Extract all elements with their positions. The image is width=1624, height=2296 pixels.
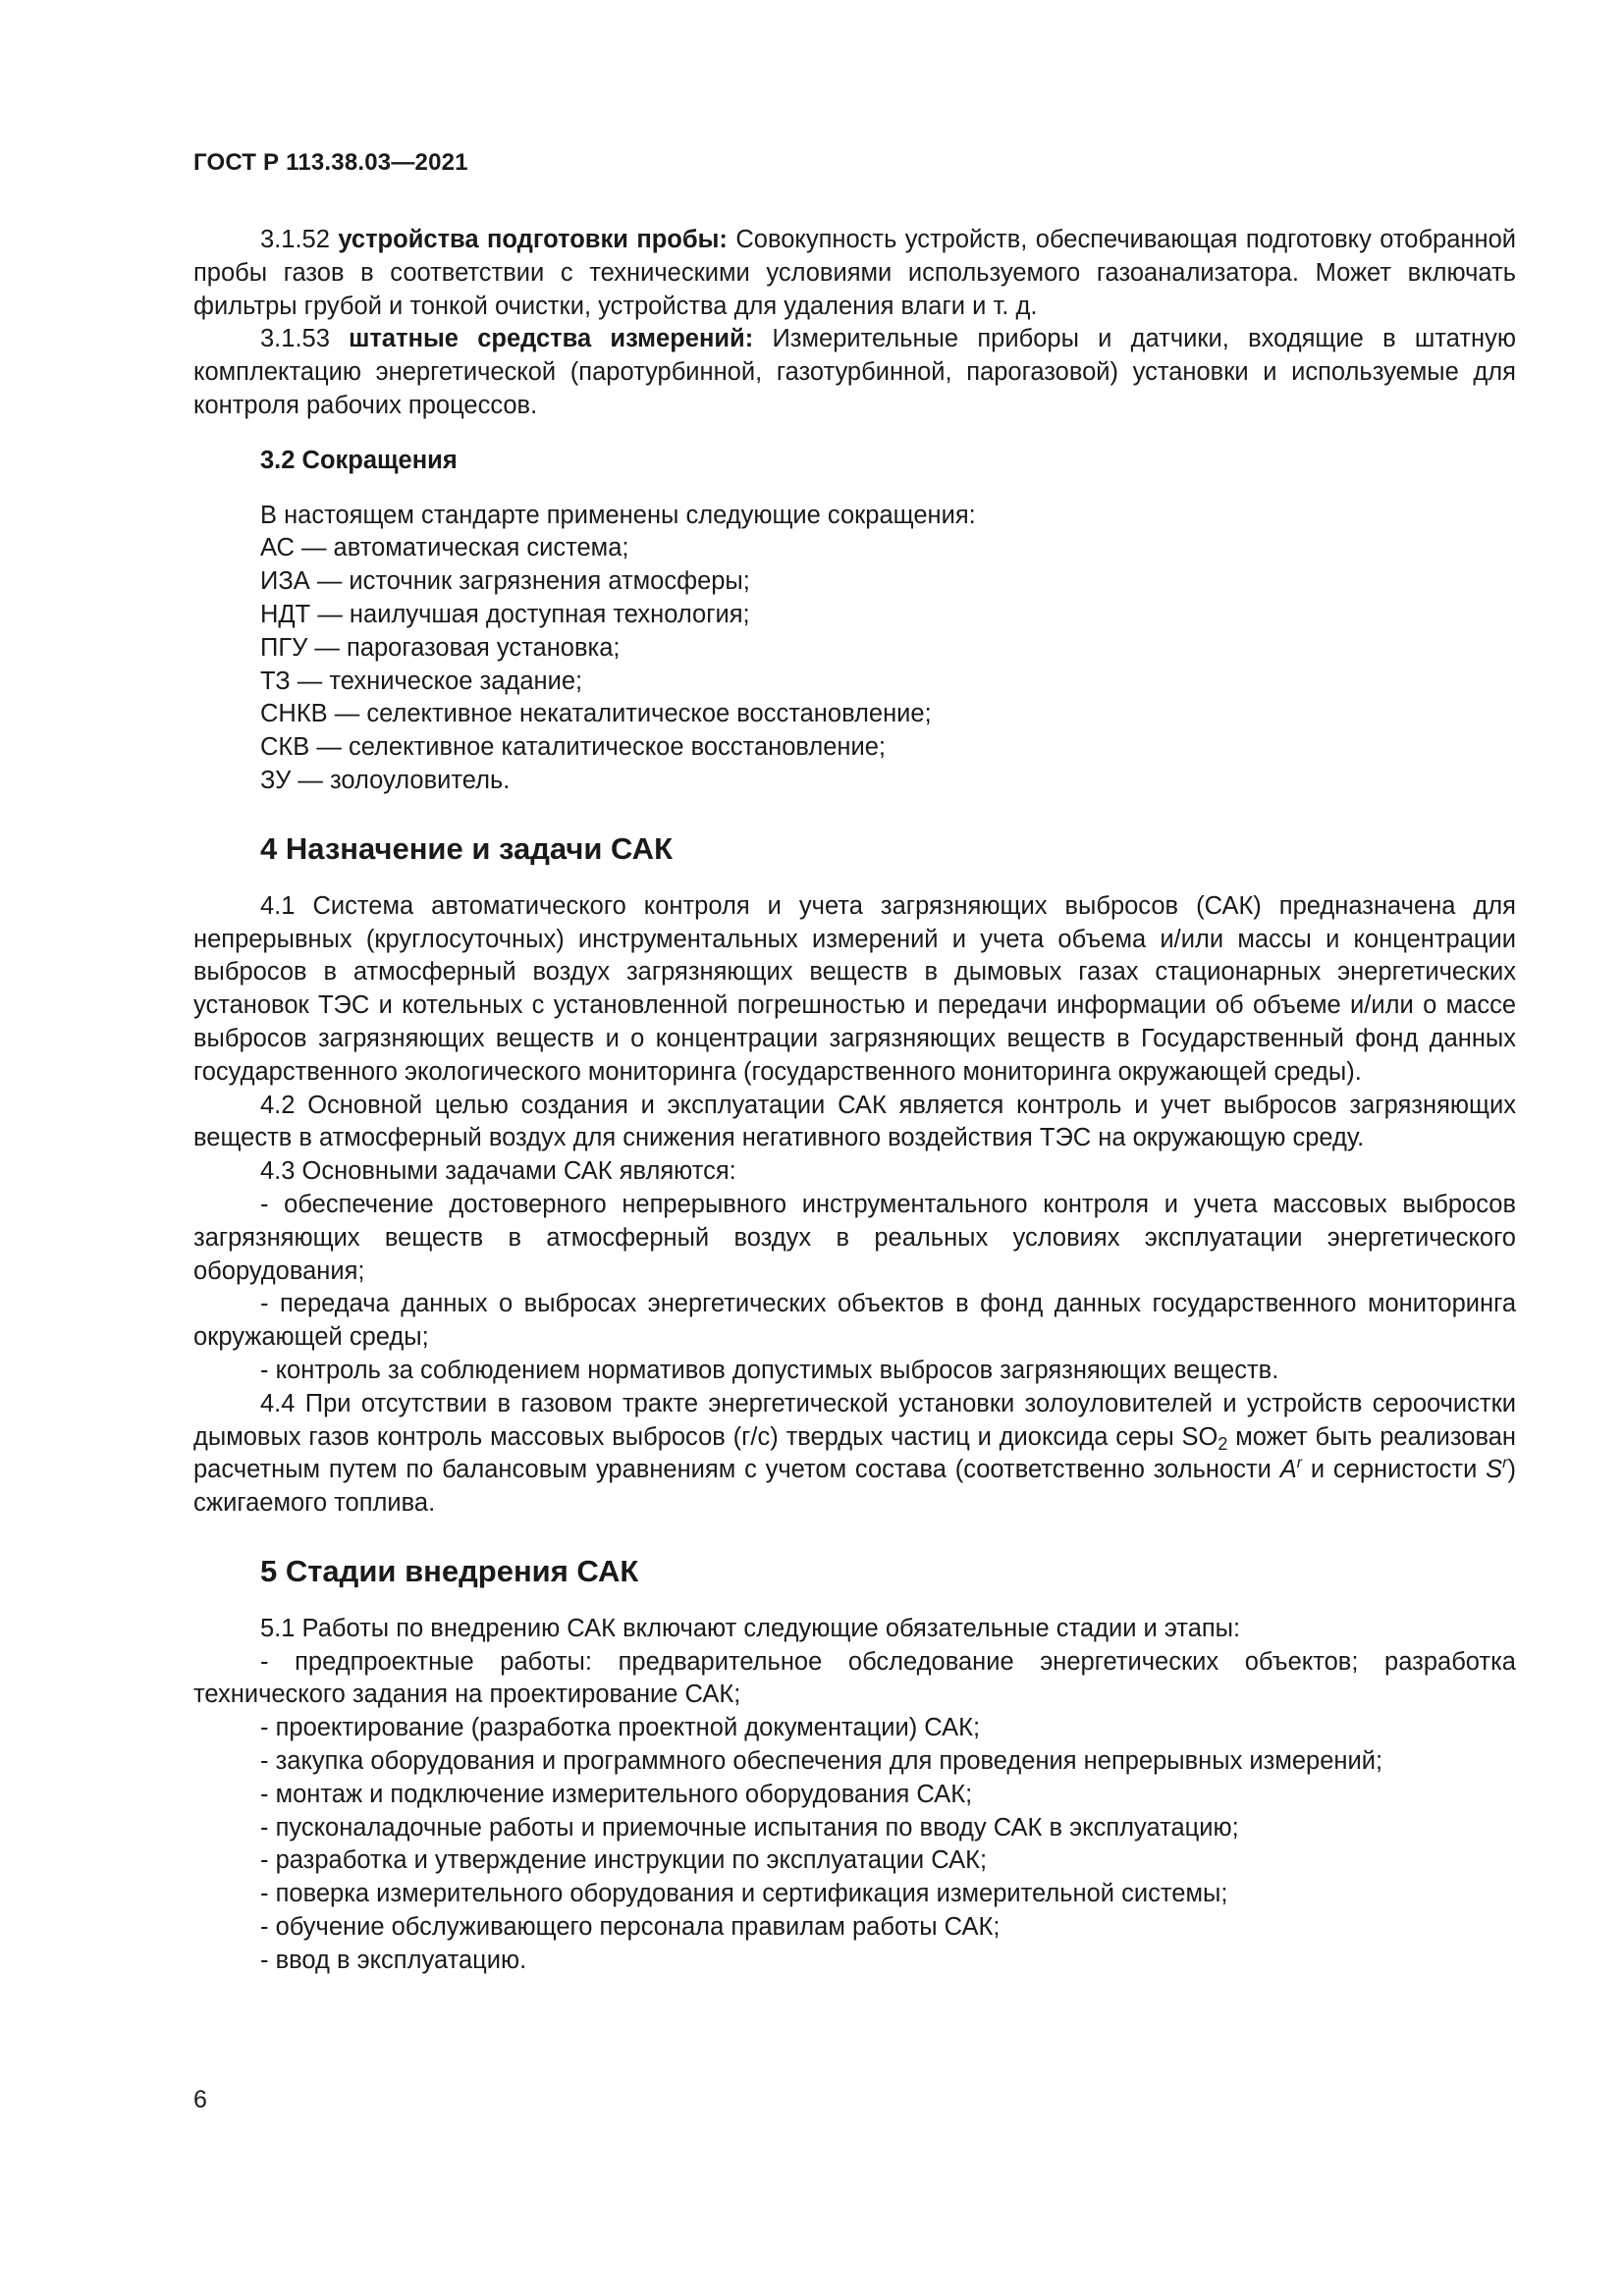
definition-term: устройства подготовки пробы: <box>338 226 728 253</box>
definition-number: 3.1.53 <box>260 325 330 353</box>
list-item: - пусконаладочные работы и приемочные испытания по вводу САК в эксплуатацию; <box>260 1813 1239 1842</box>
definition-3-1-53 <box>193 323 1516 422</box>
list-item: - закупка оборудования и программного обеспечения для проведения непрерывных измерений; <box>260 1747 1383 1776</box>
abbreviation-list <box>193 500 1516 798</box>
paragraph-4-2: 4.2 Основной целью создания и эксплуатации САК является контроль и учет выбросов загрязняющих веществ в атмосферный воздух для снижения негативного воздействия ТЭС на окружающую среду. <box>193 1091 1516 1152</box>
list-item: - обучение обслуживающего персонала правилам работы САК; <box>260 1913 1001 1942</box>
definition-term: штатные средства измерений: <box>349 325 754 353</box>
list-item: - контроль за соблюдением нормативов допустимых выбросов загрязняющих веществ. <box>260 1356 1279 1384</box>
list-item: - предпроектные работы: предварительное обследование энергетических объектов; разработка технического задания на проектирование САК; <box>193 1647 1516 1709</box>
paragraph-4-1: 4.1 Система автоматического контроля и учета загрязняющих выбросов (САК) предназначена для непрерывных (круглосуточных) инструментальных измерений и учета объема и/или массы и концентрации выбросов в атмосферный воздух загрязняющих веществ в дымовых газах стационарных энергетических установок ТЭС и котельных с установленной погрешностью и передачи информации об объеме и/или о массе выбросов загрязняющих веществ и о концентрации загрязняющих веществ в Государственный фонд данных государственного экологического мониторинга (государственного мониторинга окружающей среды). <box>193 891 1516 1086</box>
list-item: СНКВ — селективное некаталитическое восстановление; <box>260 700 932 728</box>
list-item: - поверка измерительного оборудования и сертификация измерительной системы; <box>260 1880 1228 1908</box>
definition-text: Совокупность устройств, обеспечивающая подготовку отобранной пробы газов в соответствии с техническими условиями используемого газоанализатора. Может включать фильтры грубой и тонкой очистки, устройства для удаления влаги и т. д. <box>193 226 1516 320</box>
definition-text: Измерительные приборы и датчики, входящие в штатную комплектацию энергетической (паротурбинной, газотурбинной, парогазовой) установки и используемые для контроля рабочих процессов. <box>193 325 1516 419</box>
list-item: СКВ — селективное каталитическое восстановление; <box>260 733 887 762</box>
paragraph-4-3: 4.3 Основными задачами САК являются: <box>260 1157 736 1186</box>
list-item: - обеспечение достоверного непрерывного инструментального контроля и учета массовых выбросов загрязняющих веществ в атмосферный воздух в реальных условиях эксплуатации энергетического оборудования; <box>193 1190 1516 1285</box>
list-item: ТЗ — техническое задание; <box>260 667 583 695</box>
definition-number: 3.1.52 <box>260 226 330 253</box>
page-number: 6 <box>193 2086 207 2113</box>
abbreviation-intro: В настоящем стандарте применены следующие сокращения: <box>260 501 976 529</box>
list-item: - передача данных о выбросах энергетических объектов в фонд данных государственного мониторинга окружающей среды; <box>193 1290 1516 1352</box>
list-item: - разработка и утверждение инструкции по эксплуатации САК; <box>260 1846 988 1875</box>
list-item: - ввод в эксплуатацию. <box>260 1946 527 1974</box>
section-heading-4: 4 Назначение и задачи САК <box>260 830 673 866</box>
list-item: ИЗА — источник загрязнения атмосферы; <box>260 567 750 596</box>
list-item: НДТ — наилучшая доступная технология; <box>260 600 750 628</box>
list-item: - проектирование (разработка проектной документации) САК; <box>260 1714 981 1742</box>
list-item: - монтаж и подключение измерительного оборудования САК; <box>260 1780 973 1808</box>
paragraph-4-4: 4.4 При отсутствии в газовом тракте энергетической установки золоуловителей и устройств сероочистки дымовых газов контроль массовых выбросов (г/с) твердых частиц и диоксида серы $SO_2$ может быть реализован расчетным путем по балансовым уравнениям с учетом состава (соответственно зольности $A^r$ и сернистости $S^r$) сжигаемого топлива. <box>193 1389 1516 1518</box>
paragraph-5-1: 5.1 Работы по внедрению САК включают следующие обязательные стадии и этапы: <box>260 1614 1241 1642</box>
list-item: АС — автоматическая система; <box>260 534 629 562</box>
list-item: ЗУ — золоуловитель. <box>260 766 511 794</box>
definition-3-1-52 <box>193 224 1516 323</box>
list-item: ПГУ — парогазовая установка; <box>260 633 621 662</box>
page-content <box>193 224 1516 1978</box>
section-heading-5: 5 Стадии внедрения САК <box>260 1553 639 1588</box>
subsection-heading-abbreviations: 3.2 Сокращения <box>260 446 458 474</box>
document-header: ГОСТ Р 113.38.03—2021 <box>193 149 468 176</box>
